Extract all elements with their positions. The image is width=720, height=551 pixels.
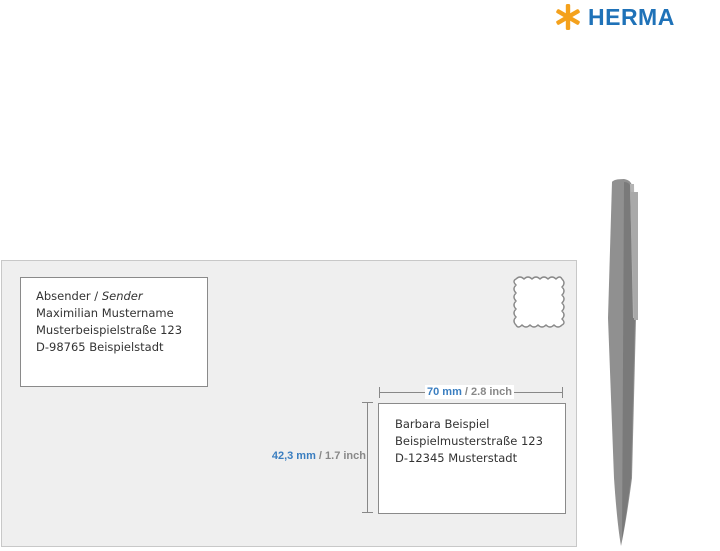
width-dimension	[379, 385, 563, 399]
envelope	[1, 260, 577, 547]
width-separator: /	[461, 386, 472, 398]
width-metric: 70 mm	[427, 386, 462, 398]
recipient-city: D-12345 Musterstadt	[395, 451, 518, 465]
height-separator: /	[315, 450, 326, 462]
width-label	[425, 385, 514, 399]
sender-name: Maximilian Mustername	[36, 306, 174, 320]
herma-logo	[554, 3, 675, 31]
width-imperial: 2.8 inch	[471, 386, 512, 398]
recipient-label	[378, 403, 566, 514]
width-tick-right	[562, 387, 563, 398]
height-label	[271, 449, 367, 463]
herma-star-icon	[554, 3, 582, 31]
sender-city: D-98765 Beispielstadt	[36, 340, 164, 354]
sender-heading-text: Absender /	[36, 289, 102, 303]
height-imperial: 1.7 inch	[325, 450, 366, 462]
pen-icon	[600, 178, 644, 548]
sender-heading-italic: Sender	[101, 289, 143, 303]
sender-heading	[36, 288, 207, 305]
brand-name: HERMA	[588, 3, 675, 30]
height-tick-bottom	[362, 512, 373, 513]
sender-label	[20, 277, 208, 387]
postage-stamp-icon	[510, 273, 568, 331]
sender-street: Musterbeispielstraße 123	[36, 323, 183, 337]
height-metric: 42,3 mm	[271, 450, 316, 462]
recipient-street: Beispielmusterstraße 123	[395, 434, 543, 448]
recipient-name: Barbara Beispiel	[395, 417, 490, 431]
height-line	[367, 402, 368, 513]
